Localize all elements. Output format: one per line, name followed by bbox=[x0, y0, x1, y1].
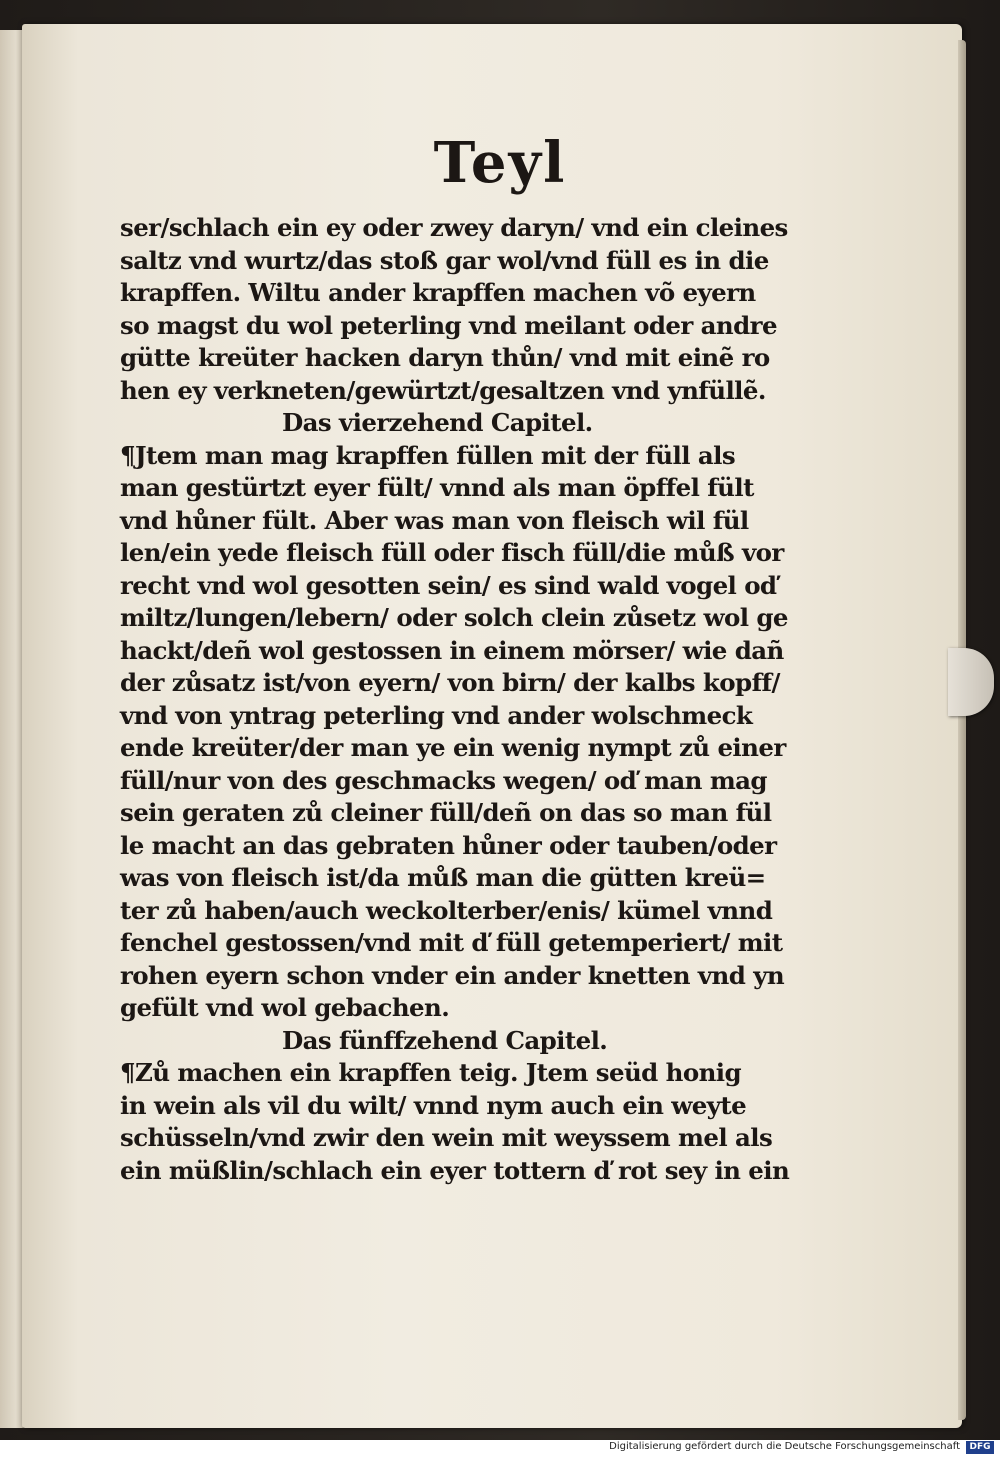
text-line: ende kreüter/der man ye ein wenig nympt zů einer bbox=[120, 733, 786, 762]
text-line: ein müßlin/schlach ein eyer tottern ď rot sey in ein bbox=[120, 1155, 790, 1185]
chapter-heading: Das fünffzehend Capitel. bbox=[282, 1025, 608, 1055]
text-line: fenchel gestossen/vnd mit ď füll getemperiert/ mit bbox=[120, 928, 783, 957]
text-line: recht vnd wol gesotten sein/ es sind wald vogel oď bbox=[120, 570, 777, 600]
text-line: le macht an das gebraten hůner oder tauben/oder bbox=[120, 830, 777, 860]
dfg-logo-icon: DFG bbox=[966, 1441, 994, 1454]
footer-bar bbox=[0, 1440, 1000, 1457]
text-line: der zůsatz ist/von eyern/ von birn/ der kalbs kopff/ bbox=[120, 668, 780, 697]
text-line: füll/nur von des geschmacks wegen/ oď man mag bbox=[120, 765, 767, 795]
text-line: was von fleisch ist/da můß man die gütten kreü= bbox=[120, 863, 766, 892]
text-line: ter zů haben/auch weckolterber/enis/ kümel vnnd bbox=[120, 895, 773, 925]
text-line: gütte kreüter hacken daryn thůn/ vnd mit einẽ ro bbox=[120, 343, 770, 372]
text-line: ¶Jtem man mag krapffen füllen mit der füll als bbox=[120, 440, 736, 470]
text-line: miltz/lungen/lebern/ oder solch clein zůsetz wol ge bbox=[120, 603, 788, 632]
text-line: ser/schlach ein ey oder zwey daryn/ vnd ein cleines bbox=[120, 213, 788, 242]
text-line: rohen eyern schon vnder ein ander knetten vnd yn bbox=[120, 960, 785, 990]
text-line: ¶Zů machen ein krapffen teig. Jtem seüd honig bbox=[120, 1058, 742, 1087]
text-line: in wein als vil du wilt/ vnnd nym auch ein weyte bbox=[120, 1090, 747, 1120]
text-line: hackt/deñ wol gestossen in einem mörser/ wie dañ bbox=[120, 635, 784, 665]
text-line: saltz vnd wurtz/das stoß gar wol/vnd füll es in die bbox=[120, 245, 769, 275]
page-stack-edge bbox=[958, 40, 966, 1420]
text-block bbox=[120, 212, 790, 1187]
chapter-heading: Das vierzehend Capitel. bbox=[282, 408, 593, 437]
running-header: Teyl bbox=[433, 130, 567, 196]
text-line: krapffen. Wiltu ander krapffen machen võ eyern bbox=[120, 278, 756, 307]
funding-credit: Digitalisierung gefördert durch die Deutsche Forschungsgemeinschaft bbox=[609, 1441, 960, 1452]
text-line: vnd von yntrag peterling vnd ander wolschmeck bbox=[120, 700, 753, 730]
text-line: so magst du wol peterling vnd meilant oder andre bbox=[120, 310, 777, 340]
text-line: sein geraten zů cleiner füll/deñ on das so man fül bbox=[120, 798, 772, 827]
text-line: hen ey verkneten/gewürtzt/gesaltzen vnd ynfüllẽ. bbox=[120, 375, 766, 405]
text-line: len/ein yede fleisch füll oder fisch füll/die můß vor bbox=[120, 538, 784, 567]
text-line: man gestürtzt eyer fült/ vnnd als man öpffel fült bbox=[120, 473, 754, 502]
text-line: vnd hůner fült. Aber was man von fleisch wil fül bbox=[120, 505, 749, 535]
text-line: schüsseln/vnd zwir den wein mit weyssem mel als bbox=[120, 1123, 773, 1152]
text-line: gefült vnd wol gebachen. bbox=[120, 993, 450, 1022]
